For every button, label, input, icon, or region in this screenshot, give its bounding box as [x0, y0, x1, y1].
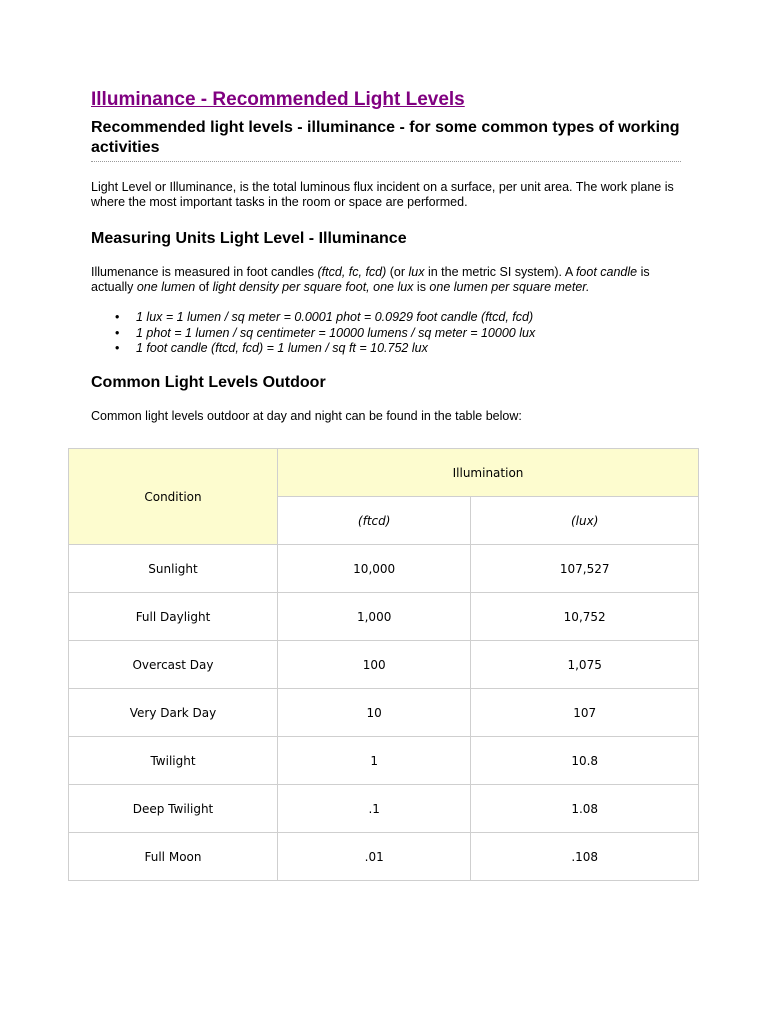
table-row — [69, 545, 699, 593]
table-row — [69, 737, 699, 785]
cell-ftcd: 1 — [278, 737, 471, 785]
bullet-icon: • — [115, 325, 120, 340]
list-item — [91, 341, 681, 357]
cell-ftcd: 100 — [278, 641, 471, 689]
list-item — [91, 310, 681, 326]
header-condition: Condition — [69, 449, 278, 545]
units-text-italic: light density per square foot, one lux — [212, 280, 414, 294]
cell-condition: Overcast Day — [69, 641, 278, 689]
outdoor-levels-heading: Common Light Levels Outdoor — [91, 373, 326, 391]
measuring-units-heading: Measuring Units Light Level - Illuminance — [91, 230, 407, 247]
intro-paragraph: Light Level or Illuminance, is the total luminous flux incident on a surface, per unit area. The work plane is where the most important tasks in the room or space are performed. — [91, 180, 674, 209]
cell-condition: Sunlight — [69, 545, 278, 593]
cell-condition: Twilight — [69, 737, 278, 785]
cell-lux: 10.8 — [471, 737, 699, 785]
units-text: of — [195, 280, 213, 294]
cell-lux: .108 — [471, 833, 699, 881]
units-paragraph — [91, 265, 681, 295]
table-header-row — [69, 449, 699, 497]
units-text: in the metric SI system). A — [424, 265, 576, 279]
table-row — [69, 785, 699, 833]
cell-lux: 10,752 — [471, 593, 699, 641]
header-illumination: Illumination — [278, 449, 699, 497]
page-title-link[interactable]: Illuminance - Recommended Light Levels — [91, 89, 465, 110]
cell-ftcd: 10 — [278, 689, 471, 737]
cell-condition: Full Daylight — [69, 593, 278, 641]
cell-condition: Very Dark Day — [69, 689, 278, 737]
table-row — [69, 833, 699, 881]
cell-lux: 107,527 — [471, 545, 699, 593]
cell-condition: Full Moon — [69, 833, 278, 881]
cell-ftcd: .1 — [278, 785, 471, 833]
units-text: (or — [386, 265, 409, 279]
bullet-icon: • — [115, 341, 120, 355]
header-unit-ftcd: (ftcd) — [278, 497, 471, 545]
units-text-italic: one lumen per square meter. — [429, 280, 590, 294]
list-item — [91, 326, 681, 342]
table-row — [69, 689, 699, 737]
cell-condition: Deep Twilight — [69, 785, 278, 833]
list-item-text: 1 foot candle (ftcd, fcd) = 1 lumen / sq ft = 10.752 lux — [136, 341, 428, 355]
units-text: Illumenance is measured in foot candles — [91, 265, 318, 279]
bullet-icon: • — [115, 310, 120, 324]
outdoor-intro-paragraph: Common light levels outdoor at day and night can be found in the table below: — [91, 408, 522, 423]
page-subtitle: Recommended light levels - illuminance - for some common types of working activities — [91, 118, 681, 162]
cell-ftcd: .01 — [278, 833, 471, 881]
light-levels-table-container — [68, 448, 699, 881]
units-text-italic: (ftcd, fc, fcd) — [317, 265, 387, 279]
unit-conversion-list — [91, 310, 681, 357]
cell-lux: 1,075 — [471, 641, 699, 689]
list-item-text: 1 lux = 1 lumen / sq meter = 0.0001 phot = 0.0929 foot candle (ftcd, fcd) — [136, 310, 534, 324]
table-row — [69, 641, 699, 689]
document-body — [91, 88, 681, 424]
units-text: is actually — [91, 265, 650, 294]
list-item-text: 1 phot = 1 lumen / sq centimeter = 10000 lumens / sq meter = 10000 lux — [136, 325, 536, 340]
cell-ftcd: 1,000 — [278, 593, 471, 641]
units-text: is — [413, 280, 430, 294]
units-text-italic: lux — [408, 265, 425, 279]
light-levels-table — [68, 448, 699, 881]
header-unit-lux: (lux) — [471, 497, 699, 545]
cell-ftcd: 10,000 — [278, 545, 471, 593]
cell-lux: 107 — [471, 689, 699, 737]
units-text-italic: one lumen — [136, 280, 196, 294]
table-row — [69, 593, 699, 641]
cell-lux: 1.08 — [471, 785, 699, 833]
units-text-italic: foot candle — [575, 265, 638, 279]
